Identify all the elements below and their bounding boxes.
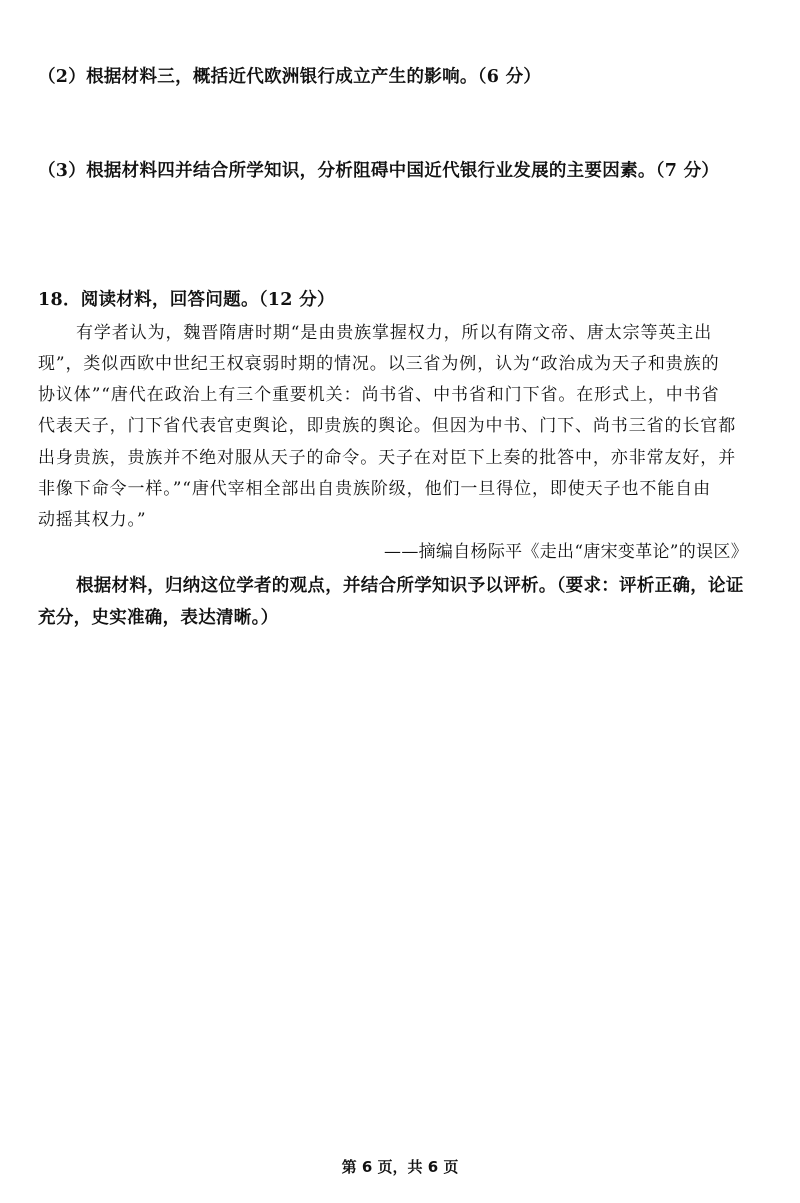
material-source-citation: ——摘编自杨际平《走出“唐宋变革论”的误区》 — [384, 542, 748, 562]
material-line-1: 有学者认为，魏晋隋唐时期“是由贵族掌握权力，所以有隋文帝、唐太宗等英主出 — [76, 323, 713, 343]
material-line-6: 非像下命令一样。”“唐代宰相全部出自贵族阶级，他们一旦得位，即使天子也不能自由 — [38, 479, 711, 499]
page-number-footer: 第 6 页，共 6 页 — [341, 1158, 459, 1176]
question-17-part-2: （2）根据材料三，概括近代欧洲银行成立产生的影响。（6 分） — [38, 67, 542, 87]
task-instruction-line-1: 根据材料，归纳这位学者的观点，并结合所学知识予以评析。（要求：评析正确，论证 — [76, 576, 744, 596]
task-instruction-line-2: 充分，史实准确，表达清晰。） — [38, 608, 279, 628]
material-line-7: 动摇其权力。” — [38, 510, 147, 530]
material-line-4: 代表天子，门下省代表官吏舆论，即贵族的舆论。但因为中书、门下、尚书三省的长官都 — [38, 416, 737, 436]
question-18-heading: 18．阅读材料，回答问题。（12 分） — [38, 290, 335, 310]
material-line-3: 协议体”“唐代在政治上有三个重要机关：尚书省、中书省和门下省。在形式上，中书省 — [38, 385, 720, 405]
material-line-5: 出身贵族，贵族并不绝对服从天子的命令。天子在对臣下上奏的批答中，亦非常友好，并 — [38, 448, 737, 468]
material-line-2: 现”，类似西欧中世纪王权衰弱时期的情况。以三省为例，认为“政治成为天子和贵族的 — [38, 354, 720, 374]
question-17-part-3: （3）根据材料四并结合所学知识，分析阻碍中国近代银行业发展的主要因素。（7 分） — [38, 161, 720, 181]
